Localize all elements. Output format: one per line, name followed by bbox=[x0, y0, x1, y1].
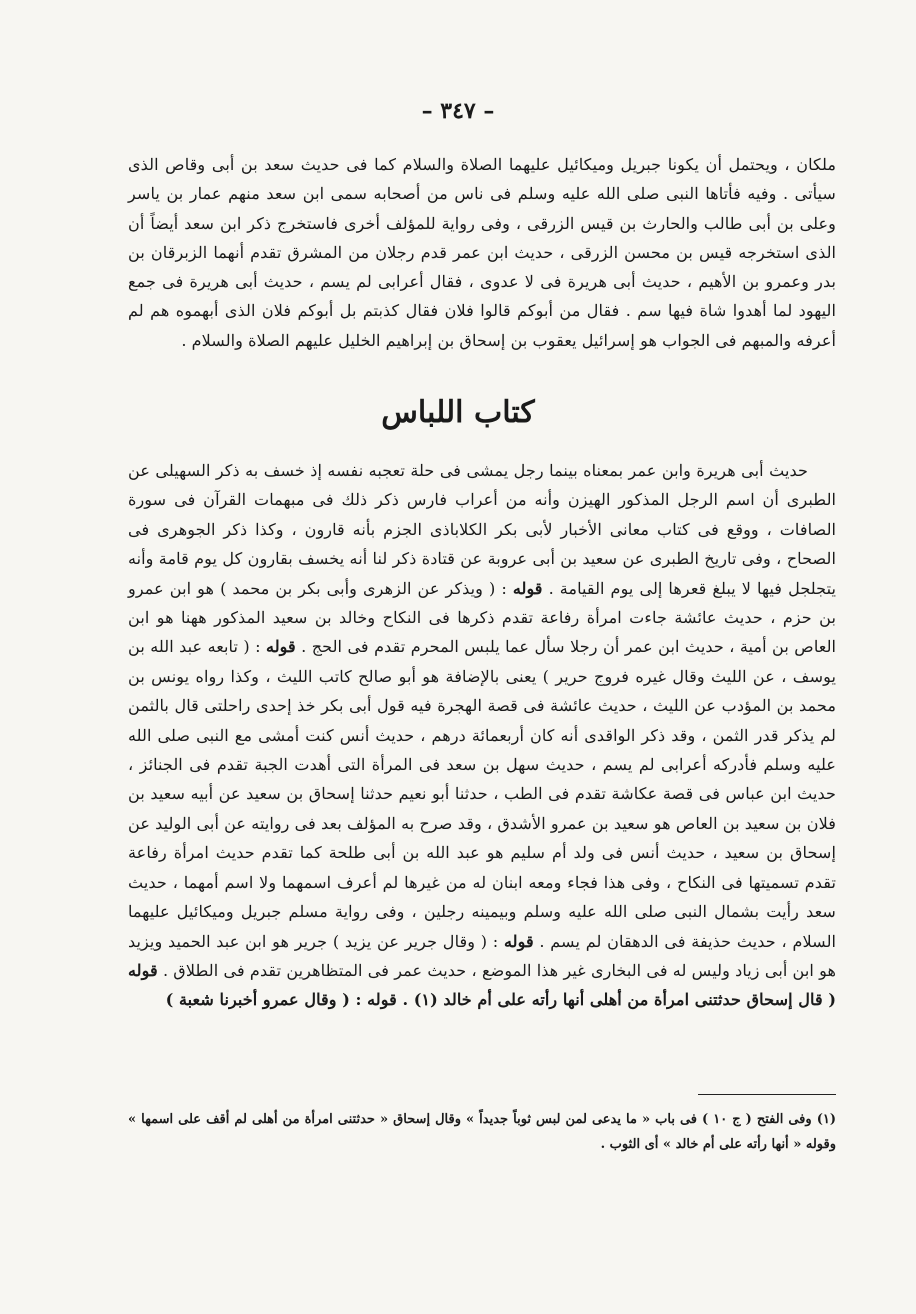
chapter-title: كتاب اللباس bbox=[381, 395, 535, 430]
keyword-qawluh: قوله bbox=[512, 578, 543, 598]
footnote: (١) وفى الفتح ( ج ١٠ ) فى باب « ما يدعى لمن لبس ثوباً جديداً » وقال إسحاق « حدثتنى امرأة من أهلى لم أقف على اسمها » وقوله « أنها رأته على أم خالد » أى الثوب . bbox=[128, 1112, 836, 1152]
body-final-bold-line: قوله ( قال إسحاق حدثتنى امرأة من أهلى أنها رأته على أم خالد (١) . قوله : ( وقال عمرو أخبرنا شعبة ) bbox=[128, 960, 836, 1010]
keyword-qawluh: قوله bbox=[503, 931, 534, 951]
body-text-segment: حديث أبى هريرة وابن عمر بمعناه بينما رجل يمشى فى حلة تعجبه نفسه إذ خسف به ذكر السهيلى عن الطبرى أن اسم الرجل المذكور الهيزن وأنه من أعراب فارس ذكر ذلك فى مبهمات القرآن فى سورة الصافات ، ووقع فى كتاب معانى الأخبار لأبى بكر الكلاباذى الجزم بأنه قارون ، وكذا ذكر الجوهرى فى الصحاح ، وفى تاريخ الطبرى عن سعيد بن أبى عروبة عن قتادة ذكر لنا أنه يخسف بقارون كل يوم قامة وأنه يتجلجل فيها لا يبلغ قعرها إلى يوم القيامة . bbox=[128, 461, 836, 598]
body-text-segment: : ( ويذكر عن الزهرى وأبى بكر بن محمد ) هو ابن عمرو بن حزم ، حديث عائشة جاءت امرأة رفاعة تقدم ذكرها فى النكاح وخالد بن سعيد المذكور ههنا هو ابن العاص بن أمية ، حديث ابن عمر أن رجلا سأل عما يلبس المحرم تقدم فى الحج . bbox=[128, 578, 836, 657]
intro-paragraph: ملكان ، ويحتمل أن يكونا جبريل وميكائيل عليهما الصلاة والسلام كما فى حديث سعد بن أبى وقاص الذى سيأتى . وفيه فأتاها النبى صلى الله عليه وسلم فى ناس من أصحابه سمى ابن سعد منهم عمار بن ياسر وعلى بن أبى طالب والحارث بن قيس الزرقى ، وفى رواية للمؤلف أخرى فاستخرج ذكر ابن سعد أيضاً أن الذى استخرجه قيس بن محسن الزرقى ، حديث ابن عمر قدم رجلان من المشرق تقدم أنهما الزبرقان بن بدر وعمرو بن الأهيم ، حديث أبى هريرة فى لا عدوى ، فقال أعرابى لم يسم ، حديث أبى هريرة فى جمع اليهود لما أهدوا شاة فيها سم . فقال من أبوكم قالوا فلان فقال كذبتم بل أبوكم فلان الذى أبهموه هم لم أعرفه والمبهم فى الجواب هو إسرائيل يعقوب بن إسحاق بن إبراهيم الخليل عليهم الصلاة والسلام . bbox=[128, 155, 836, 350]
body-text-segment: : ( وقال جرير عن يزيد ) جرير هو ابن عبد الحميد ويزيد هو ابن أبى زياد وليس له فى البخارى غير هذا الموضع ، حديث عمر فى المتظاهرين تقدم فى الطلاق . bbox=[128, 931, 836, 980]
keyword-qawluh: قوله bbox=[266, 637, 296, 657]
footnote-divider bbox=[698, 1094, 836, 1095]
chapter-body bbox=[128, 456, 836, 1015]
body-text-segment: : ( تابعه عبد الله بن يوسف ، عن الليث وقال غيره فروج حرير ) يعنى بالإضافة هو أبو صالح كاتب الليث ، وكذا رواه يونس بن محمد بن المؤدب عن الليث ، حديث عائشة فى قصة الهجرة فيه قول أبى بكر خذ إحدى راحلتى قال بالثمن لم يذكر قدر الثمن ، وقد ذكر الواقدى أنه كان أربعمائة درهم ، حديث أنس كنت أمشى مع النبى صلى الله عليه وسلم فأدركه أعرابى لم يسم ، حديث سهل بن سعد فى المرأة التى أهدت الجبة تقدم فى الجنائز ، حديث ابن عباس فى قصة عكاشة تقدم فى الطب ، حدثنا أبو نعيم حدثنا إسحاق بن سعيد عن أبيه سعيد بن فلان بن سعيد بن العاص هو سعيد بن عمرو الأشدق ، وقد صرح به المؤلف بعد فى روايته عن أبى الوليد عن إسحاق بن سعيد ، حديث أنس فى ولد أم سليم هو عبد الله بن أبى طلحة كما تقدم حديث امرأة رفاعة تقدم تسميتها فى النكاح ، وفى هذا فجاء ومعه ابنان له من غيرها لم أعرف اسمهما ولا اسم أمهما ، حديث سعد رأيت بشمال النبى صلى الله عليه وسلم وبيمينه رجلين ، وفى رواية مسلم جبريل وميكائيل عليهما السلام ، حديث حذيفة فى الدهقان لم يسم . bbox=[128, 637, 836, 951]
page-number: – ٣٤٧ – bbox=[421, 98, 495, 124]
